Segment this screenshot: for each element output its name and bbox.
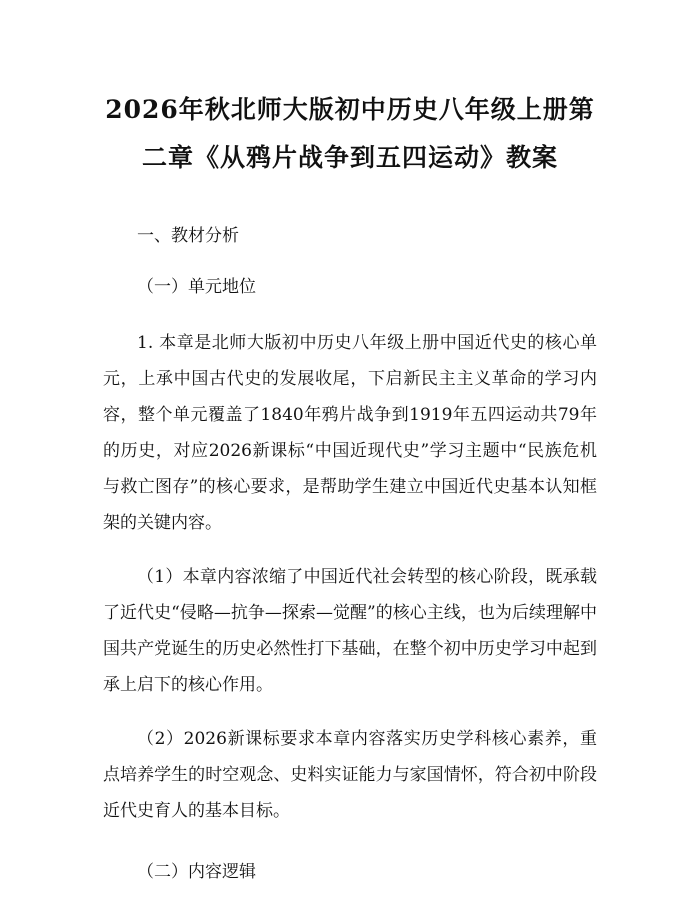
subsection-heading-content-logic: （二）内容逻辑: [137, 862, 256, 882]
section-heading-textbook-analysis: 一、教材分析: [137, 226, 239, 246]
document-title: 2026年秋北师大版初中历史八年级上册第二章《从鸦片战争到五四运动》教案: [105, 95, 595, 172]
paragraph-curriculum-requirement: （2）2026新课标要求本章内容落实历史学科核心素养，重点培养学生的时空观念、史料实证能力与家国情怀，符合初中阶段近代史育人的基本目标。: [103, 729, 597, 821]
paragraph-core-stage: （1）本章内容浓缩了中国近代社会转型的核心阶段，既承载了近代史“侵略—抗争—探索—觉醒”的核心主线，也为后续理解中国共产党诞生的历史必然性打下基础，在整个初中历史学习中起到承上启下的核心作用。: [103, 567, 597, 695]
subsection-heading-unit-position: （一）单元地位: [137, 277, 256, 297]
paragraph-unit-overview: 1. 本章是北师大版初中历史八年级上册中国近代史的核心单元，上承中国古代史的发展收尾，下启新民主主义革命的学习内容，整个单元覆盖了1840年鸦片战争到1919年五四运动共79年的历史，对应2026新课标“中国近现代史”学习主题中“民族危机与救亡图存”的核心要求，是帮助学生建立中国近代史基本认知框架的关键内容。: [103, 333, 597, 533]
